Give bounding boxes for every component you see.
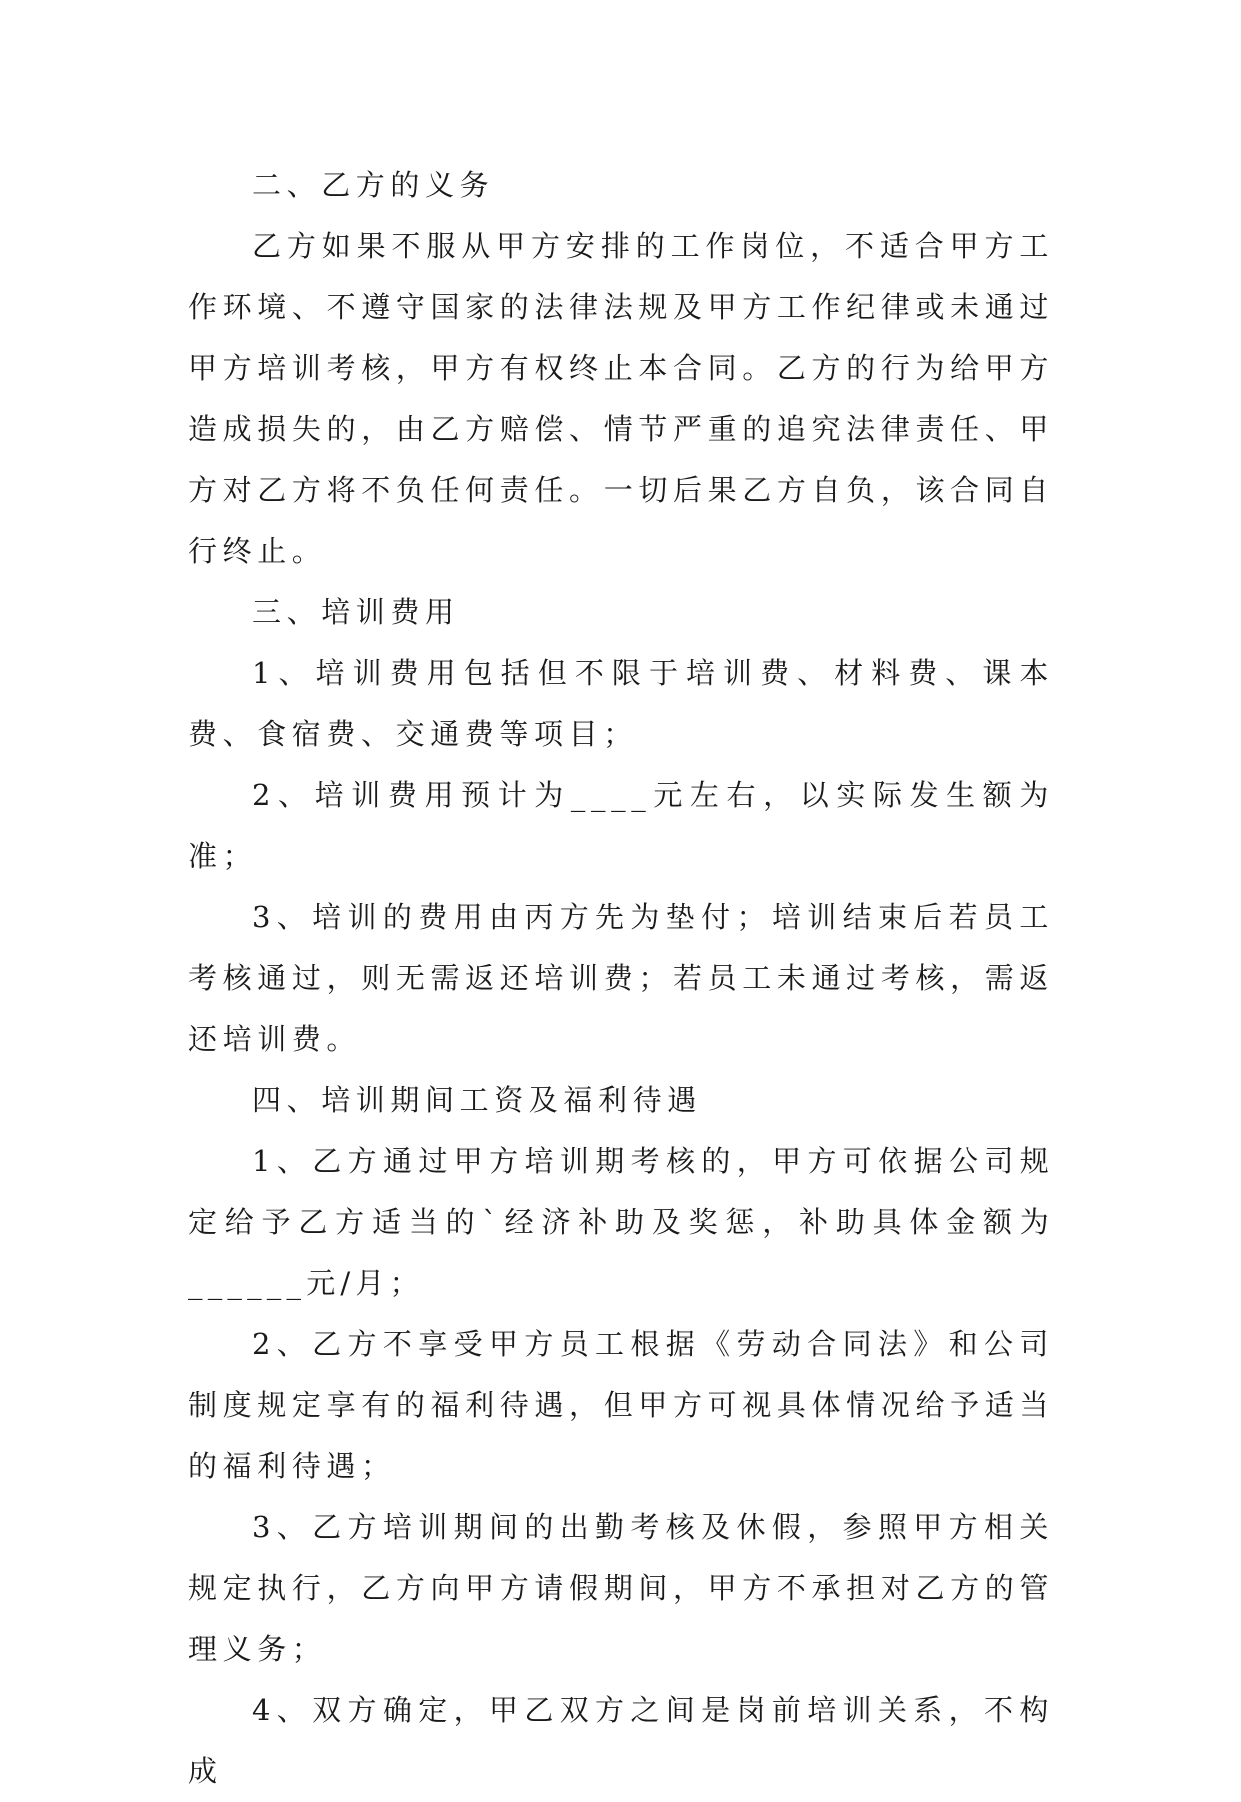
section-heading-obligations: 二、乙方的义务 — [252, 168, 495, 202]
paragraph-cost-item-2: 2、培训费用预计为____元左右，以实际发生额为准； — [188, 778, 1054, 873]
paragraph-benefit-item-2: 2、乙方不享受甲方员工根据《劳动合同法》和公司制度规定享有的福利待遇，但甲方可视具体情况给予适当的福利待遇； — [188, 1327, 1054, 1483]
section-heading-wages-benefits: 四、培训期间工资及福利待遇 — [252, 1083, 702, 1117]
document-body — [188, 155, 1054, 1802]
paragraph-cost-item-1: 1、培训费用包括但不限于培训费、材料费、课本费、食宿费、交通费等项目； — [188, 656, 1054, 751]
paragraph-benefit-item-4: 4、双方确定，甲乙双方之间是岗前培训关系，不构成 — [188, 1693, 1054, 1788]
paragraph-benefit-item-1: 1、乙方通过甲方培训期考核的，甲方可依据公司规定给予乙方适当的`经济补助及奖惩，补助具体金额为______元/月； — [188, 1144, 1054, 1300]
paragraph-benefit-item-3: 3、乙方培训期间的出勤考核及休假，参照甲方相关规定执行，乙方向甲方请假期间，甲方不承担对乙方的管理义务； — [188, 1510, 1054, 1666]
paragraph-cost-item-3: 3、培训的费用由丙方先为垫付；培训结束后若员工考核通过，则无需返还培训费；若员工未通过考核，需返还培训费。 — [188, 900, 1054, 1056]
paragraph-obligations: 乙方如果不服从甲方安排的工作岗位，不适合甲方工作环境、不遵守国家的法律法规及甲方工作纪律或未通过甲方培训考核，甲方有权终止本合同。乙方的行为给甲方造成损失的，由乙方赔偿、情节严重的追究法律责任、甲方对乙方将不负任何责任。一切后果乙方自负，该合同自行终止。 — [188, 229, 1054, 568]
section-heading-training-costs: 三、培训费用 — [252, 595, 460, 629]
